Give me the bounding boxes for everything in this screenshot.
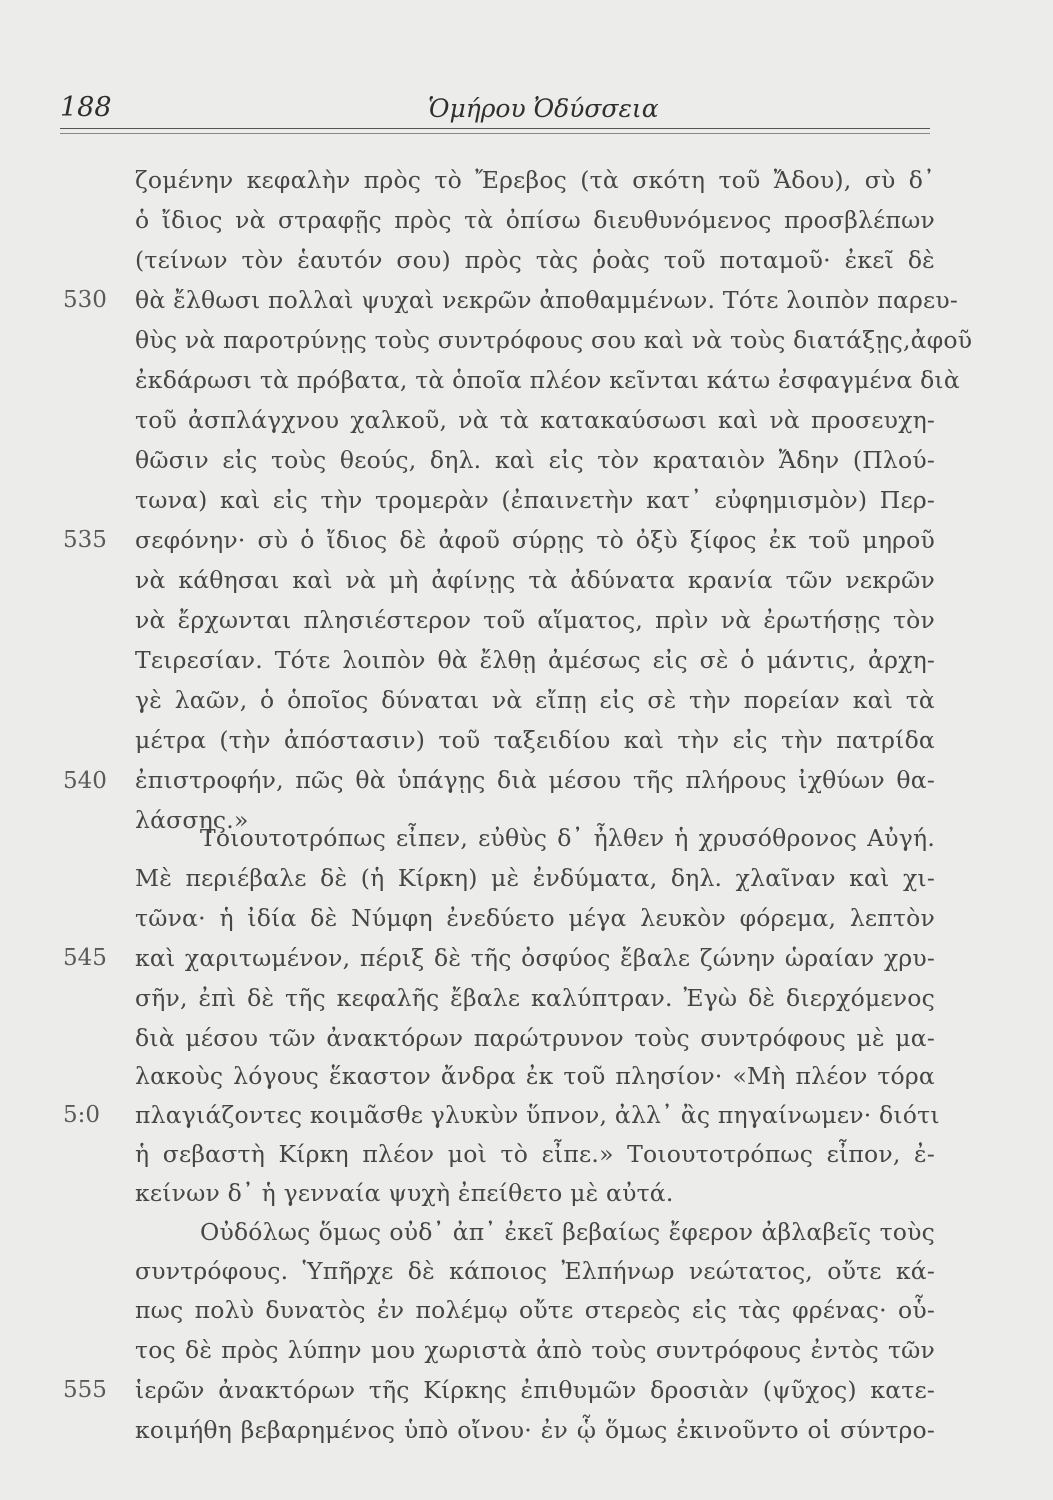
text-line: τος δὲ πρὸς λύπην μου χωριστὰ ἀπὸ τοὺς συντρόφους ἐντὸς τῶν bbox=[135, 1336, 935, 1364]
line-number: 535 bbox=[63, 527, 107, 553]
text-line: Μὲ περιέβαλε δὲ (ἡ Κίρκη) μὲ ἐνδύματα, δηλ. χλαῖναν καὶ χι- bbox=[135, 864, 935, 892]
text-line: λακοὺς λόγους ἕκαστον ἄνδρα ἐκ τοῦ πλησίον· «Μὴ πλέον τόρα bbox=[135, 1062, 935, 1090]
text-line: θῶσιν εἰς τοὺς θεούς, δηλ. καὶ εἰς τὸν κραταιὸν Ἄδην (Πλού- bbox=[135, 446, 935, 474]
text-line: Τειρεσίαν. Τότε λοιπὸν θὰ ἔλθῃ ἀμέσως εἰς σὲ ὁ μάντις, ἀρχη- bbox=[135, 646, 935, 674]
text-line: διὰ μέσου τῶν ἀνακτόρων παρώτρυνον τοὺς συντρόφους μὲ μα- bbox=[135, 1024, 935, 1052]
line-number: 5:0 bbox=[63, 1102, 101, 1128]
text-line: συντρόφους. Ὑπῆρχε δὲ κάποιος Ἐλπήνωρ νεώτατος, οὔτε κά- bbox=[135, 1257, 935, 1285]
text-line: καὶ χαριτωμένον, πέριξ δὲ τῆς ὀσφύος ἔβαλε ζώνην ὡραίαν χρυ- bbox=[135, 944, 935, 972]
text-line: πως πολὺ δυνατὸς ἐν πολέμῳ οὔτε στερεὸς εἰς τὰς φρένας· οὗ- bbox=[135, 1296, 935, 1324]
text-line: ὁ ἴδιος νὰ στραφῇς πρὸς τὰ ὀπίσω διευθυνόμενος προσβλέπων bbox=[135, 206, 935, 234]
text-line: τωνα) καὶ εἰς τὴν τρομερὰν (ἐπαινετὴν κατ᾽ εὐφημισμὸν) Περ- bbox=[135, 486, 935, 514]
line-number: 545 bbox=[63, 945, 107, 971]
header-rule-secondary bbox=[60, 133, 930, 134]
line-number: 540 bbox=[63, 768, 107, 794]
page-header bbox=[60, 92, 930, 132]
line-number: 530 bbox=[63, 287, 107, 313]
text-line: μέτρα (τὴν ἀπόστασιν) τοῦ ταξειδίου καὶ τὴν εἰς τὴν πατρίδα bbox=[135, 726, 935, 754]
text-line: ἡ σεβαστὴ Κίρκη πλέον μοὶ τὸ εἶπε.» Τοιουτοτρόπως εἶπον, ἐ- bbox=[135, 1140, 935, 1168]
text-line: πλαγιάζοντες κοιμᾶσθε γλυκὺν ὕπνον, ἀλλ᾽ ἂς πηγαίνωμεν· διότι bbox=[135, 1101, 940, 1129]
text-line: κείνων δ᾽ ἡ γενναία ψυχὴ ἐπείθετο μὲ αὐτά. bbox=[135, 1179, 674, 1207]
text-line: ἐκδάρωσι τὰ πρόβατα, τὰ ὁποῖα πλέον κεῖνται κάτω ἐσφαγμένα διὰ bbox=[135, 366, 960, 394]
header-rule bbox=[60, 128, 930, 129]
text-line: νὰ κάθησαι καὶ νὰ μὴ ἀφίνῃς τὰ ἀδύνατα κρανία τῶν νεκρῶν bbox=[135, 566, 935, 594]
text-line: ζομένην κεφαλὴν πρὸς τὸ Ἔρεβος (τὰ σκότη τοῦ Ἄδου), σὺ δ᾽ bbox=[135, 166, 935, 194]
text-line: σῆν, ἐπὶ δὲ τῆς κεφαλῆς ἔβαλε καλύπτραν. Ἐγὼ δὲ διερχόμενος bbox=[135, 984, 935, 1012]
text-line: θὺς νὰ παροτρύνῃς τοὺς συντρόφους σου καὶ νὰ τοὺς διατάξῃς,ἀφοῦ bbox=[135, 326, 973, 354]
line-number: 555 bbox=[63, 1377, 107, 1403]
text-line: τῶνα· ἡ ἰδία δὲ Νύμφη ἐνεδύετο μέγα λευκὸν φόρεμα, λεπτὸν bbox=[135, 904, 935, 932]
text-line: θὰ ἔλθωσι πολλαὶ ψυχαὶ νεκρῶν ἀποθαμμένων. Τότε λοιπὸν παρευ- bbox=[135, 286, 959, 314]
running-title: Ὁμήρου Ὀδύσσεια bbox=[428, 94, 659, 123]
text-line: Τοιουτοτρόπως εἶπεν, εὐθὺς δ᾽ ἦλθεν ἡ χρυσόθρονος Αὐγή. bbox=[200, 824, 935, 852]
text-line: νὰ ἔρχωνται πλησιέστερον τοῦ αἵματος, πρὶν νὰ ἐρωτήσῃς τὸν bbox=[135, 606, 935, 634]
text-line: (τείνων τὸν ἑαυτόν σου) πρὸς τὰς ῥοὰς τοῦ ποταμοῦ· ἐκεῖ δὲ bbox=[135, 246, 935, 274]
text-line: ἱερῶν ἀνακτόρων τῆς Κίρκης ἐπιθυμῶν δροσιὰν (ψῦχος) κατε- bbox=[135, 1376, 935, 1404]
text-line: τοῦ ἀσπλάγχνου χαλκοῦ, νὰ τὰ κατακαύσωσι καὶ νὰ προσευχη- bbox=[135, 406, 935, 434]
text-line: γὲ λαῶν, ὁ ὁποῖος δύναται νὰ εἴπῃ εἰς σὲ τὴν πορείαν καὶ τὰ bbox=[135, 686, 935, 714]
text-line: κοιμήθη βεβαρημένος ὑπὸ οἴνου· ἐν ᾧ ὅμως ἐκινοῦντο οἱ σύντρο- bbox=[135, 1416, 935, 1444]
text-line: ἐπιστροφήν, πῶς θὰ ὑπάγῃς διὰ μέσου τῆς πλήρους ἰχθύων θα- bbox=[135, 766, 935, 794]
text-line: Οὐδόλως ὅμως οὐδ᾽ ἀπ᾽ ἐκεῖ βεβαίως ἔφερον ἀβλαβεῖς τοὺς bbox=[200, 1218, 935, 1246]
text-line: σεφόνην· σὺ ὁ ἴδιος δὲ ἀφοῦ σύρῃς τὸ ὀξὺ ξίφος ἐκ τοῦ μηροῦ bbox=[135, 526, 935, 554]
text-line: λάσσης.» bbox=[135, 806, 249, 834]
page-number: 188 bbox=[60, 92, 112, 123]
